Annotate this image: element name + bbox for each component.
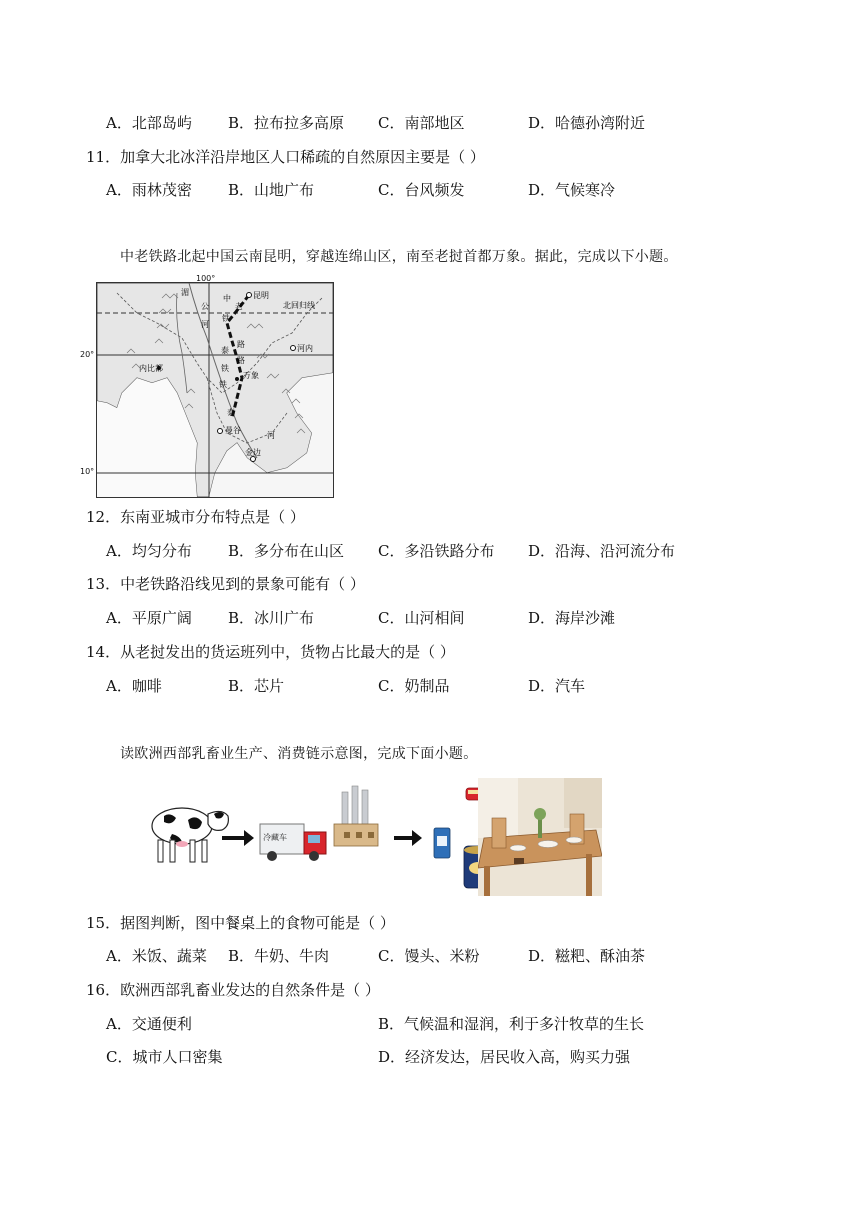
arrow-2-icon bbox=[394, 830, 422, 846]
kunming-label: 昆明 bbox=[253, 291, 269, 300]
bangkok-dot bbox=[218, 429, 223, 434]
mekong-char-2: 公 bbox=[201, 302, 209, 311]
rail-char-1: 中 bbox=[223, 294, 231, 303]
group2-intro: 中老铁路北起中国云南昆明，穿越连绵山区，南至老挝首都万象。据此，完成以下小题。 bbox=[120, 249, 678, 265]
q12-option-d: D．沿海、沿河流分布 bbox=[528, 542, 676, 560]
map-lat-20-label: 20° bbox=[80, 350, 95, 359]
vientiane-label: 万象 bbox=[243, 371, 259, 380]
q14-option-b: B．芯片 bbox=[228, 677, 285, 695]
q13-option-b: B．冰川广布 bbox=[228, 609, 315, 627]
hanoi-label: 河内 bbox=[297, 344, 313, 353]
naypyidaw-label: 内比都 bbox=[139, 364, 163, 373]
q11-option-c: C．台风频发 bbox=[378, 181, 465, 199]
q15-option-b: B．牛奶、牛肉 bbox=[228, 947, 330, 965]
q13-option-c: C．山河相间 bbox=[378, 609, 465, 627]
mekong-char-1: 湄 bbox=[181, 288, 189, 297]
q12-option-a: A．均匀分布 bbox=[106, 542, 192, 560]
china-laos-railway-map bbox=[96, 282, 334, 498]
rail2-char-4: 路 bbox=[237, 356, 245, 365]
cow-icon bbox=[152, 808, 228, 862]
rail-char-3: 铁 bbox=[222, 314, 230, 323]
rail2-char-3: 铁 bbox=[221, 364, 229, 373]
q13-option-d: D．海岸沙滩 bbox=[528, 609, 616, 627]
q16-option-a: A．交通便利 bbox=[106, 1015, 192, 1033]
q15-option-d: D．糍粑、酥油茶 bbox=[528, 947, 646, 965]
rail2-char-2: 泰 bbox=[221, 346, 229, 355]
q11-option-b: B．山地广布 bbox=[228, 181, 315, 199]
map-lat-10-label: 10° bbox=[80, 467, 95, 476]
bangkok-label: 曼谷 bbox=[225, 426, 241, 435]
q11-option-d: D．气候寒冷 bbox=[528, 181, 616, 199]
q13-stem: 13．中老铁路沿线见到的景象可能有（ ） bbox=[86, 575, 365, 593]
q10-option-c: C．南部地区 bbox=[378, 114, 465, 132]
rail-char-4: 路 bbox=[237, 340, 245, 349]
phnompenh-label: 金边 bbox=[245, 448, 261, 457]
group3-intro: 读欧洲西部乳畜业生产、消费链示意图，完成下面小题。 bbox=[120, 746, 478, 762]
tropic-label: 北回归线 bbox=[283, 301, 315, 310]
map-lon-100-label: 100° bbox=[196, 274, 216, 283]
q15-stem: 15．据图判断，图中餐桌上的食物可能是（ ） bbox=[86, 914, 395, 932]
q14-option-a: A．咖啡 bbox=[106, 677, 162, 695]
mekong-char-3: 河 bbox=[201, 320, 209, 329]
arrow-1-icon bbox=[222, 830, 254, 846]
factory-icon bbox=[334, 786, 378, 846]
truck-label: 冷藏车 bbox=[263, 833, 287, 842]
q10-option-a: A．北部岛屿 bbox=[106, 114, 192, 132]
q14-stem: 14．从老挝发出的货运班列中，货物占比最大的是（ ） bbox=[86, 643, 455, 661]
q11-stem: 11．加拿大北冰洋沿岸地区人口稀疏的自然原因主要是（ ） bbox=[86, 148, 485, 166]
q12-stem: 12．东南亚城市分布特点是（ ） bbox=[86, 508, 305, 526]
q15-option-a: A．米饭、蔬菜 bbox=[106, 947, 207, 965]
river-label: 河 bbox=[267, 431, 275, 440]
phnompenh-dot bbox=[251, 457, 256, 462]
q10-option-d: D．哈德孙湾附近 bbox=[528, 114, 646, 132]
refrigerated-truck-icon bbox=[260, 824, 326, 861]
river2-char-3: 铁 bbox=[219, 380, 227, 389]
vientiane-dot bbox=[235, 377, 239, 381]
q11-option-a: A．雨林茂密 bbox=[106, 181, 192, 199]
hanoi-dot bbox=[291, 346, 296, 351]
q16-option-c: C．城市人口密集 bbox=[106, 1048, 223, 1066]
q16-option-b: B．气候温和湿润，利于多汁牧草的生长 bbox=[378, 1015, 645, 1033]
q14-option-c: C．奶制品 bbox=[378, 677, 450, 695]
river2-char-1: 泰 bbox=[227, 408, 235, 417]
rail-char-2: 老 bbox=[235, 302, 243, 311]
q12-option-b: B．多分布在山区 bbox=[228, 542, 345, 560]
q13-option-a: A．平原广阔 bbox=[106, 609, 192, 627]
q16-option-d: D．经济发达，居民收入高，购买力强 bbox=[378, 1048, 631, 1066]
q15-option-c: C．馒头、米粉 bbox=[378, 947, 480, 965]
q10-option-b: B．拉布拉多高原 bbox=[228, 114, 345, 132]
q14-option-d: D．汽车 bbox=[528, 677, 586, 695]
q12-option-c: C．多沿铁路分布 bbox=[378, 542, 495, 560]
q16-stem: 16．欧洲西部乳畜业发达的自然条件是（ ） bbox=[86, 981, 380, 999]
map-svg bbox=[97, 283, 333, 497]
dining-table-photo bbox=[478, 778, 602, 896]
kunming-dot bbox=[247, 293, 252, 298]
